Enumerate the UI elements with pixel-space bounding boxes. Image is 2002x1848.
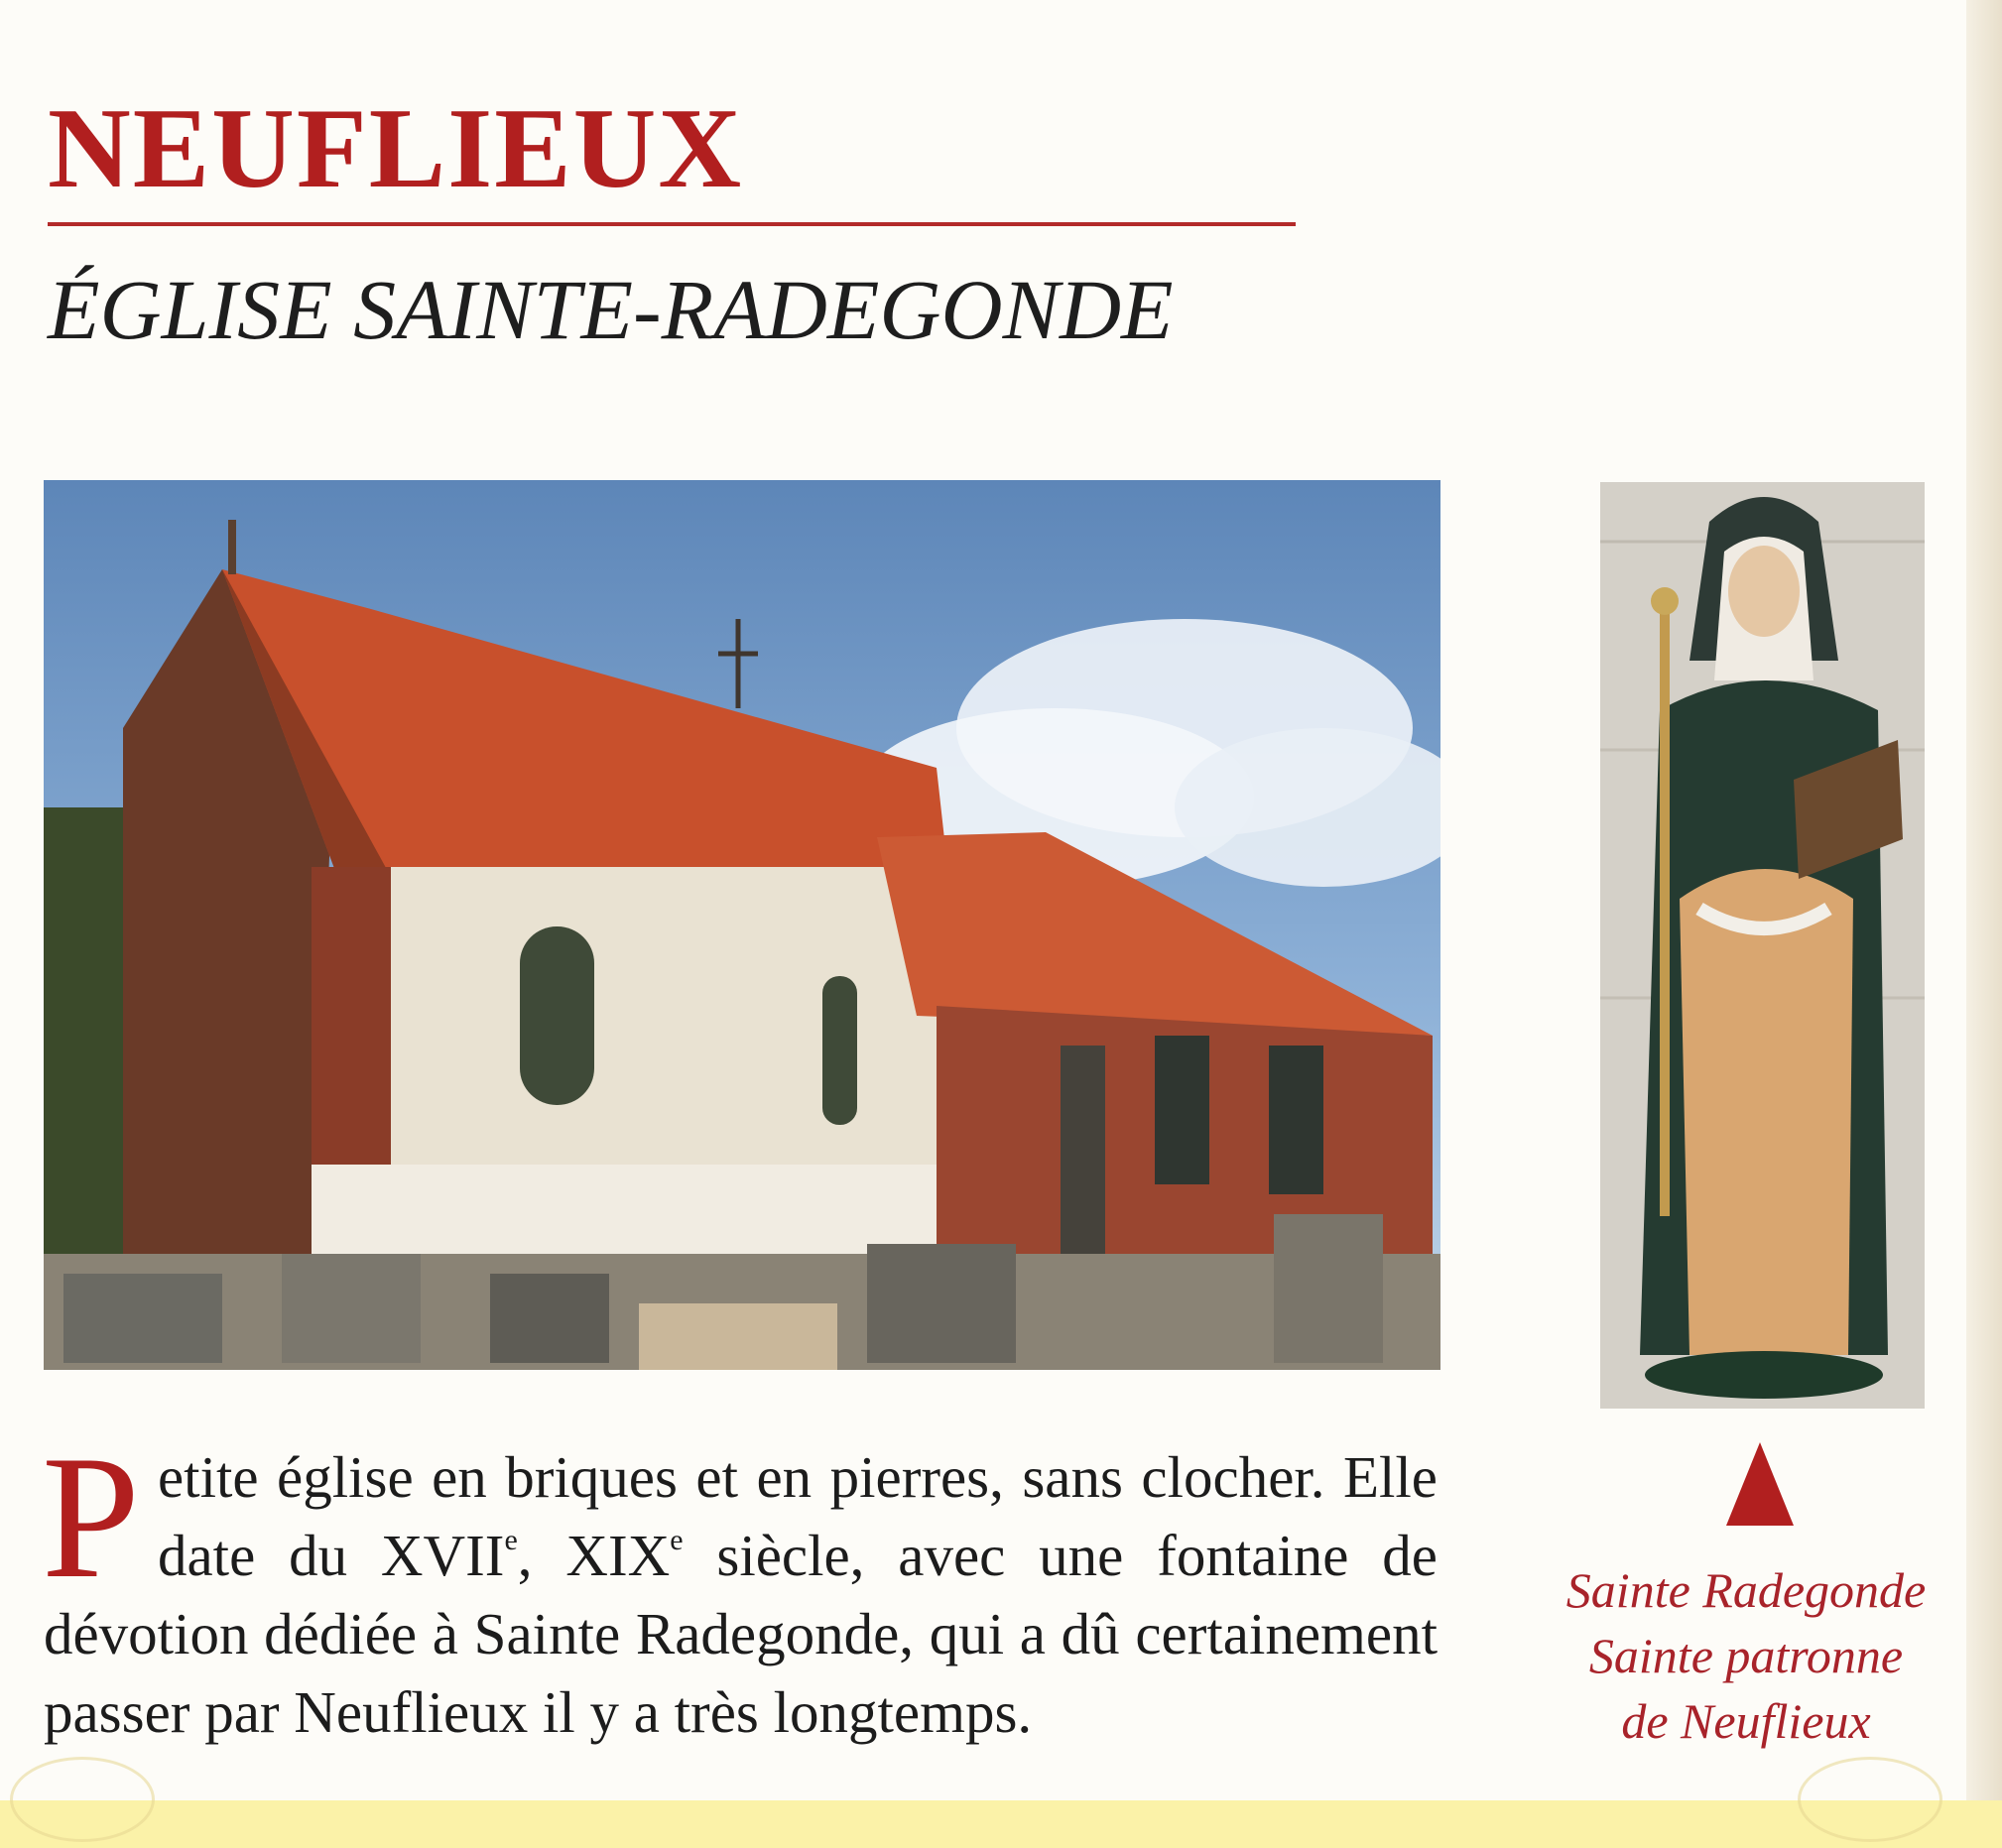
page-edge (1966, 0, 2002, 1848)
superscript-e-1: e (504, 1524, 518, 1556)
statue-caption (1528, 1557, 1964, 1754)
body-paragraph (42, 1418, 1438, 1752)
body-text-part2: , XIX (517, 1523, 671, 1588)
page-title: NEUFLIEUX (48, 85, 744, 212)
body-text-part3: siècle, avec une fontaine de dévotion dédiée à Sainte Radegonde, qui a dû certainement passer par Neuflieux il y a très longtemps. (44, 1523, 1438, 1745)
body-text-part1: etite église en briques et en pierres, sans clocher. Elle date du XVII (158, 1444, 1438, 1588)
up-arrow-icon (1726, 1442, 1794, 1526)
title-divider (48, 222, 1296, 226)
caption-line-2: Sainte patronne (1588, 1628, 1904, 1683)
drop-cap: P (42, 1418, 140, 1615)
statue-illustration (1600, 482, 1925, 1409)
caption-line-3: de Neuflieux (1621, 1693, 1871, 1749)
superscript-e-2: e (670, 1524, 684, 1556)
page-subtitle: ÉGLISE SAINTE-RADEGONDE (48, 262, 1174, 357)
caption-line-1: Sainte Radegonde (1565, 1562, 1927, 1618)
church-illustration (44, 480, 1440, 1370)
church-photo (44, 480, 1440, 1370)
footer-band (0, 1800, 2002, 1848)
statue-photo (1600, 482, 1925, 1409)
